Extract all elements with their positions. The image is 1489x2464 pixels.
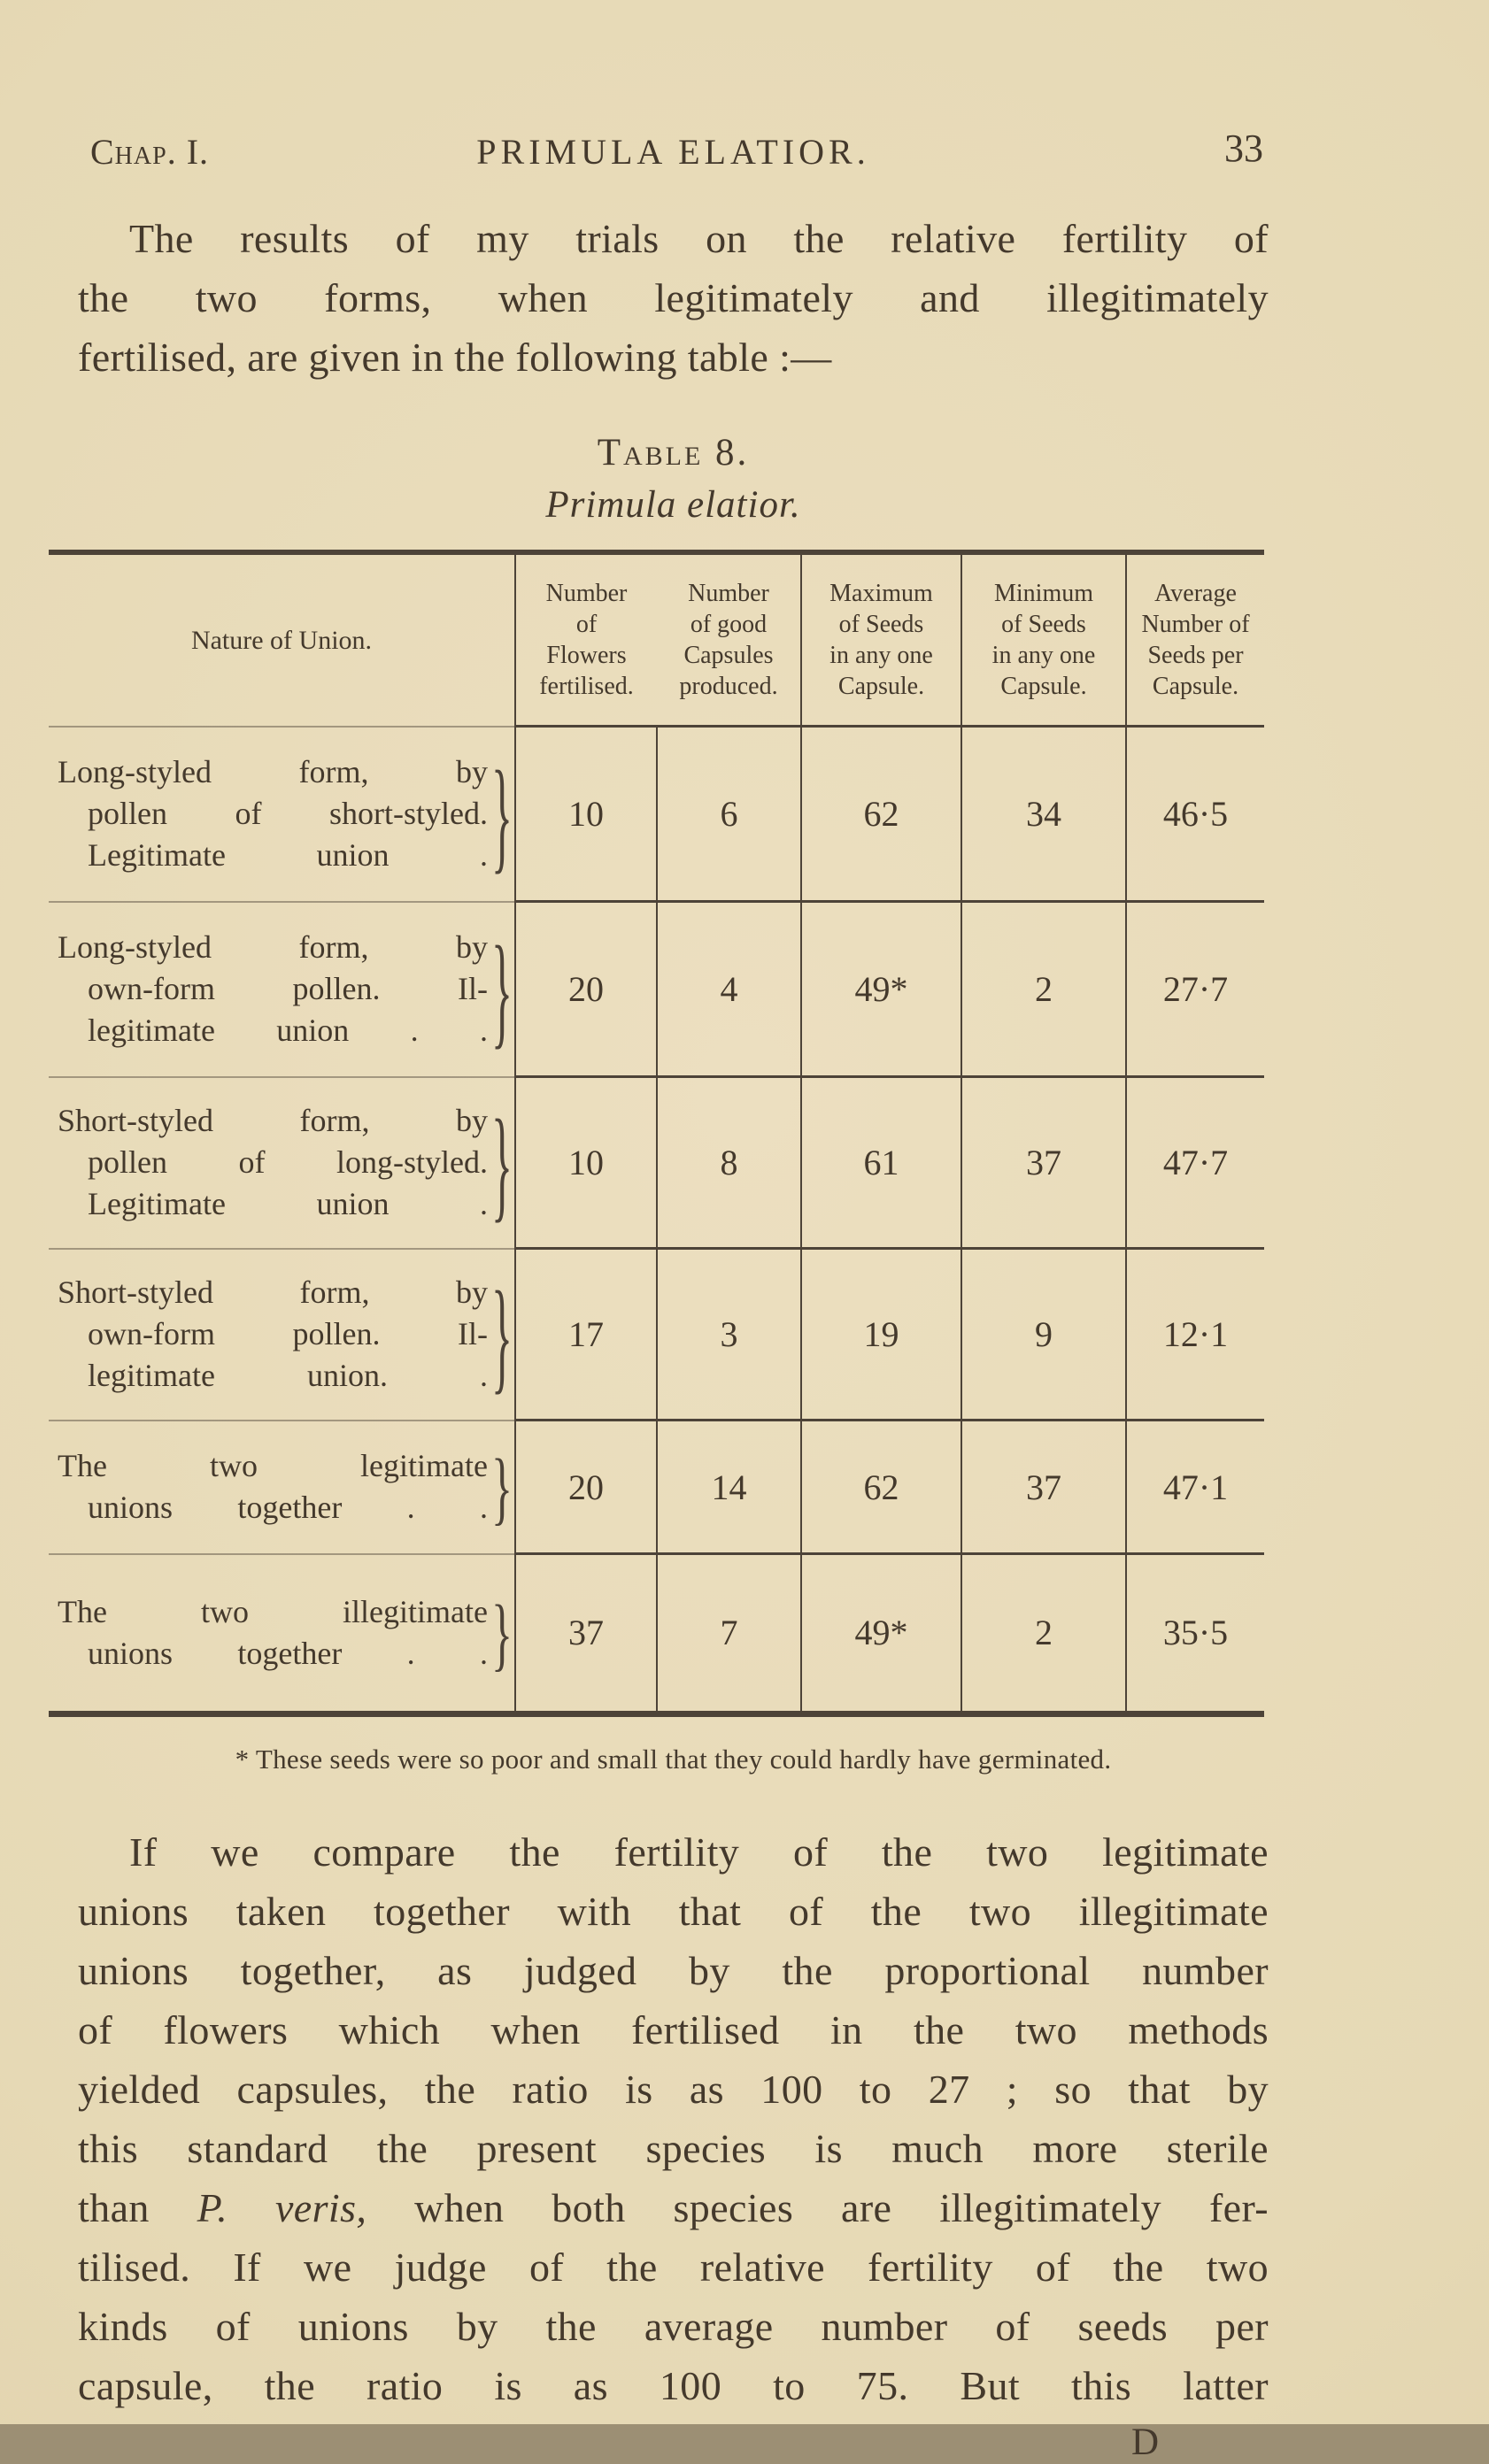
cell-capsules-produced: 3: [657, 1249, 801, 1421]
column-header-minimum-seeds: Minimum of Seeds in any one Capsule.: [961, 552, 1126, 727]
cell-capsules-produced: 14: [657, 1421, 801, 1554]
cell-minimum-seeds: 2: [961, 1554, 1126, 1714]
table-row: [49, 727, 1264, 902]
cell-average-seeds: 46·5: [1126, 727, 1264, 902]
paragraph-line: kinds of unions by the average number of seeds per: [78, 2303, 1269, 2349]
table-row: [49, 1554, 1264, 1714]
cell-capsules-produced: 6: [657, 727, 801, 902]
row-brace: }: [491, 1441, 513, 1533]
cell-capsules-produced: 4: [657, 902, 801, 1077]
intro-paragraph: [78, 209, 1269, 387]
paragraph-line: capsule, the ratio is as 100 to 75. But this latter: [78, 2362, 1269, 2408]
species-name-italic: P. veris,: [197, 2184, 367, 2230]
row-brace: }: [491, 1263, 513, 1405]
cell-average-seeds: 12·1: [1126, 1249, 1264, 1421]
paragraph-line: than P. veris, when both species are illegitimately fer-: [78, 2184, 1269, 2230]
cell-capsules-produced: 7: [657, 1554, 801, 1714]
cell-flowers-fertilised: 20: [515, 902, 657, 1077]
cell-maximum-seeds: 62: [801, 727, 961, 902]
cell-maximum-seeds: 19: [801, 1249, 961, 1421]
cell-flowers-fertilised: 10: [515, 1077, 657, 1249]
cell-maximum-seeds: 49*: [801, 902, 961, 1077]
cell-minimum-seeds: 2: [961, 902, 1126, 1077]
row-label: Long-styled form, by pollen of short-styled. Legitimate union . }: [49, 727, 515, 902]
body-paragraph: [78, 1822, 1269, 2415]
row-label: The two legitimate unions together . . }: [49, 1421, 515, 1554]
table-row: [49, 1077, 1264, 1249]
cell-minimum-seeds: 9: [961, 1249, 1126, 1421]
paragraph-line: The results of my trials on the relative fertility of: [129, 216, 1269, 261]
paragraph-line: unions taken together with that of the two illegitimate: [78, 1888, 1269, 1934]
cell-flowers-fertilised: 20: [515, 1421, 657, 1554]
page-number: 33: [1224, 127, 1263, 170]
column-header-nature-of-union: Nature of Union.: [49, 552, 515, 727]
cell-average-seeds: 47·1: [1126, 1421, 1264, 1554]
column-header-average-seeds: Average Number of Seeds per Capsule.: [1126, 552, 1264, 727]
row-brace: }: [491, 1586, 513, 1679]
cell-maximum-seeds: 49*: [801, 1554, 961, 1714]
table-row: [49, 902, 1264, 1077]
table-row: [49, 1421, 1264, 1554]
running-title: PRIMULA ELATIOR.: [476, 132, 870, 172]
paragraph-line: the two forms, when legitimately and illegitimately: [78, 275, 1269, 320]
results-table: [49, 550, 1264, 1717]
cell-minimum-seeds: 34: [961, 727, 1126, 902]
table-header-row: [49, 552, 1264, 727]
cell-average-seeds: 27·7: [1126, 902, 1264, 1077]
column-header-capsules-produced: Number of good Capsules produced.: [657, 552, 801, 727]
chapter-label: Chap. I.: [90, 132, 210, 172]
table-subtitle: Primula elatior.: [545, 484, 801, 526]
paragraph-line: yielded capsules, the ratio is as 100 to 27 ; so that by: [78, 2066, 1269, 2112]
column-header-maximum-seeds: Maximum of Seeds in any one Capsule.: [801, 552, 961, 727]
paragraph-line: of flowers which when fertilised in the two methods: [78, 2006, 1269, 2052]
paragraph-line: fertilised, are given in the following table :—: [78, 335, 832, 380]
running-head: [78, 127, 1269, 182]
row-brace: }: [491, 918, 513, 1060]
row-label: Short-styled form, by own-form pollen. Il- legitimate union. . }: [49, 1249, 515, 1421]
cell-minimum-seeds: 37: [961, 1077, 1126, 1249]
row-label: The two illegitimate unions together . . }: [58, 1586, 513, 1679]
column-header-flowers-fertilised: Number of Flowers fertilised.: [515, 552, 657, 727]
cell-capsules-produced: 8: [657, 1077, 801, 1249]
paragraph-line: tilised. If we judge of the relative fertility of the two: [78, 2244, 1269, 2290]
paragraph-line: If we compare the fertility of the two legitimate: [129, 1829, 1269, 1875]
printer-signature: D: [1131, 2421, 1160, 2463]
row-brace: }: [491, 1091, 513, 1234]
row-label: Short-styled form, by pollen of long-styled. Legitimate union . }: [49, 1077, 515, 1249]
cell-average-seeds: 35·5: [1126, 1554, 1264, 1714]
paragraph-line: this standard the present species is much more sterile: [78, 2125, 1269, 2171]
cell-maximum-seeds: 62: [801, 1421, 961, 1554]
cell-flowers-fertilised: 10: [515, 727, 657, 902]
paragraph-line: unions together, as judged by the proportional number: [78, 1947, 1269, 1993]
row-label: Long-styled form, by own-form pollen. Il- legitimate union . . }: [49, 902, 515, 1077]
cell-average-seeds: 47·7: [1126, 1077, 1264, 1249]
page-content: [58, 0, 1269, 2464]
row-brace: }: [491, 743, 513, 885]
table-title: Table 8.: [597, 432, 750, 474]
table-row: [49, 1249, 1264, 1421]
cell-flowers-fertilised: 37: [515, 1554, 657, 1714]
table-footnote: * These seeds were so poor and small that they could hardly have germinated.: [235, 1743, 1112, 1775]
cell-maximum-seeds: 61: [801, 1077, 961, 1249]
cell-flowers-fertilised: 17: [515, 1249, 657, 1421]
cell-minimum-seeds: 37: [961, 1421, 1126, 1554]
